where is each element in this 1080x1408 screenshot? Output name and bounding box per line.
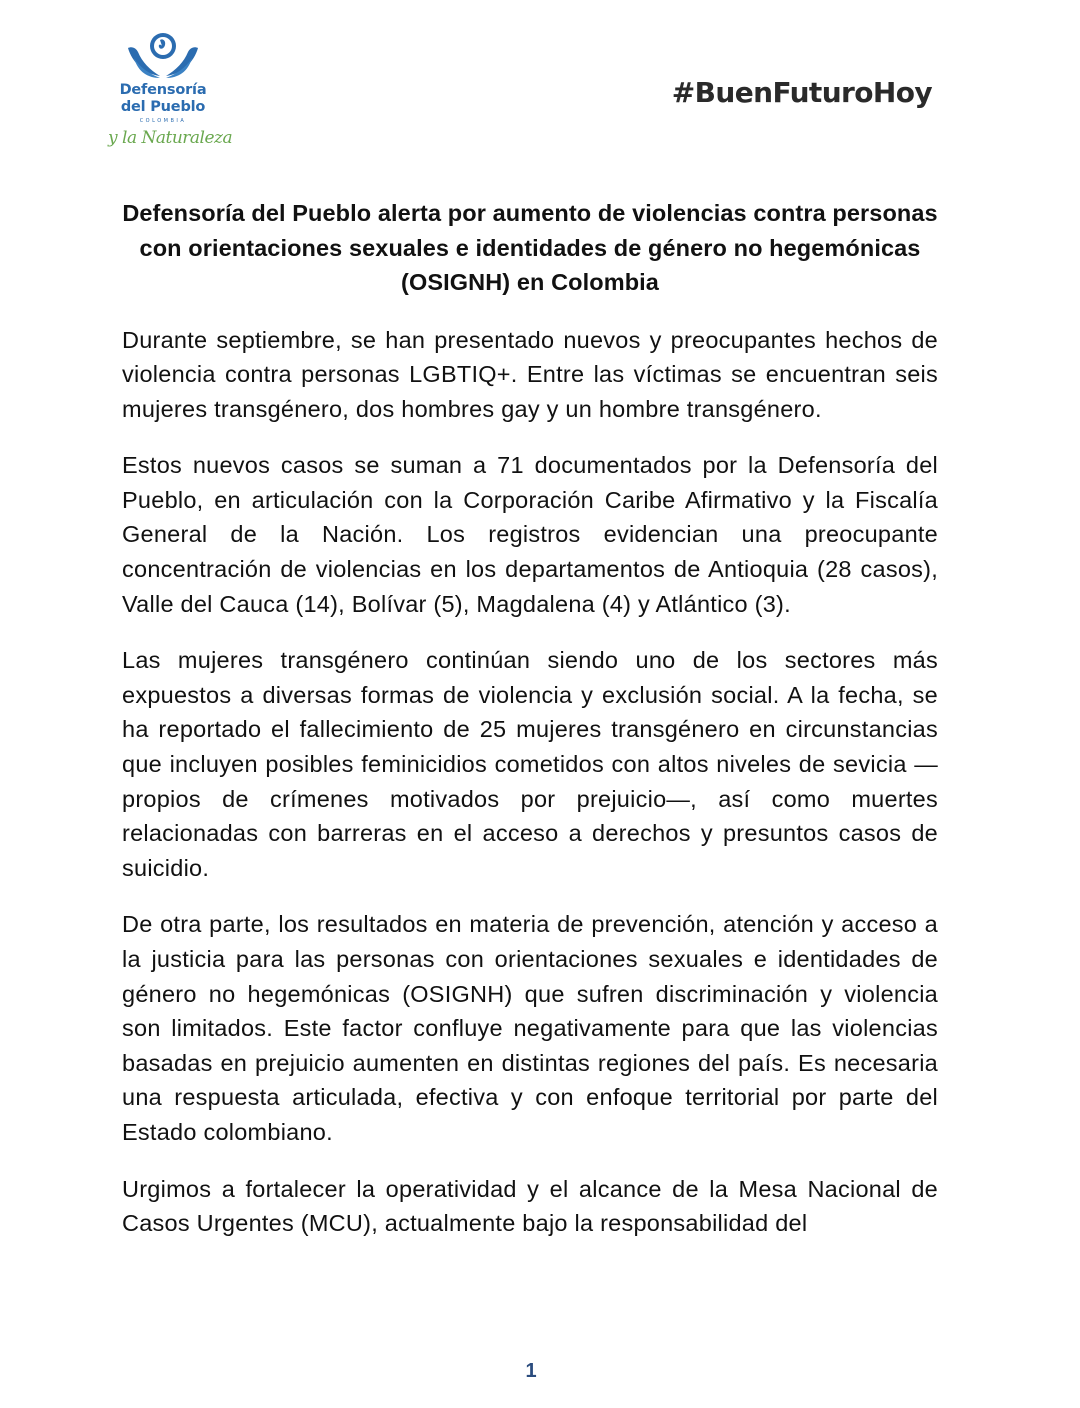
hashtag-part1: #Buen <box>671 76 773 109</box>
paragraph: De otra parte, los resultados en materia de prevención, atención y acceso a la justicia para las personas con orientaciones sexuales e identidades de género no hegemónicas (OSIGNH) que sufren discriminación y violencia son limitados. Este factor confluye negativamente para que las violencias basadas en prejuicio aumenten en distintas regiones del país. Es necesaria una respuesta articulada, efectiva y con enfoque territorial por parte del Estado colombiano. <box>122 911 938 1145</box>
logo-tagline: y la Naturaleza <box>108 128 233 148</box>
logo-wordmark <box>104 82 222 116</box>
paragraph: Urgimos a fortalecer la operatividad y el alcance de la Mesa Nacional de Casos Urgentes (MCU), actualmente bajo la responsabilidad del <box>122 1175 938 1237</box>
paragraph: Estos nuevos casos se suman a 71 documentados por la Defensoría del Pueblo, en articulación con la Corporación Caribe Afirmativo y la Fiscalía General de la Nación. Los registros evidencian una preocupante concentración de violencias en los departamentos de Antioquia (28 casos), Valle del Cauca (14), Bolívar (5), Magdalena (4) y Atlántico (3). <box>122 452 938 617</box>
document-title: Defensoría del Pueblo alerta por aumento de violencias contra personas con orientaciones sexuales e identidades de género no hegemónicas (OSIGNH) en Colombia <box>122 200 938 295</box>
page-header <box>0 0 1080 170</box>
logo-name-line1: Defensoría <box>119 82 207 98</box>
defensoria-logo <box>104 28 234 160</box>
page-number: 1 <box>525 1360 537 1382</box>
hands-dove-emblem-icon <box>124 28 202 84</box>
logo-country: COLOMBIA <box>139 118 187 124</box>
hashtag-part2: FuturoHoy <box>772 76 932 109</box>
logo-name-line2: del Pueblo <box>120 99 206 115</box>
document-body <box>122 196 938 1263</box>
paragraph: Las mujeres transgénero continúan siendo uno de los sectores más expuestos a diversas formas de violencia y exclusión social. A la fecha, se ha reportado el fallecimiento de 25 mujeres transgénero en circunstancias que incluyen posibles feminicidios cometidos con altos niveles de sevicia —propios de crímenes motivados por prejuicio—, así como muertes relacionadas con barreras en el acceso a derechos y presuntos casos de suicidio. <box>122 647 938 881</box>
campaign-hashtag <box>672 76 932 109</box>
paragraph: Durante septiembre, se han presentado nuevos y preocupantes hechos de violencia contra personas LGBTIQ+. Entre las víctimas se encuentran seis mujeres transgénero, dos hombres gay y un hombre transgénero. <box>122 326 938 422</box>
